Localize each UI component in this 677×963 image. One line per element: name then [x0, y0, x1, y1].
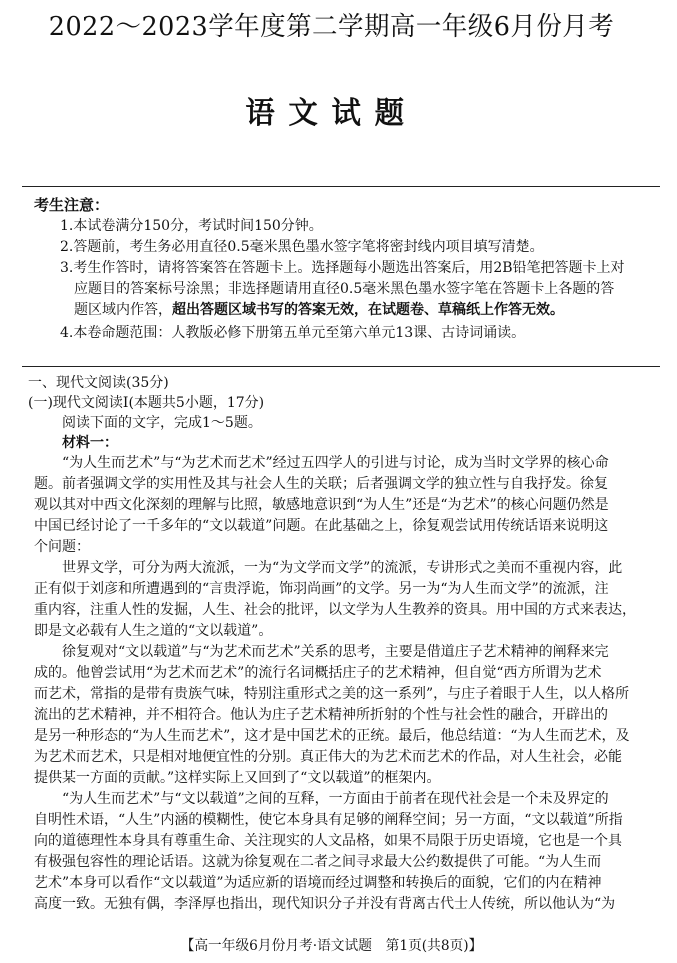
- passage-line: 艺术”本身可以看作“文以载道”为适应新的语境而经过调整和转换后的面貌，它们的内在精神: [34, 875, 602, 891]
- passage-line: 世界文学，可分为两大流派，一为“为文学而文学”的流派，专讲形式之美而不重视内容，此: [62, 560, 623, 576]
- passage-line: 是另一种形态的“为人生而艺术”，这才是中国艺术的正统。最后，他总结道：“为人生而艺术，及: [34, 728, 630, 744]
- notice-item-3-end: [74, 300, 564, 320]
- passage-line: 而艺术，常指的是带有贵族气味，特别注重形式之美的这一系列”，与庄子着眼于人生，以人格所: [34, 686, 630, 702]
- section-title: 一、现代文阅读(35分): [28, 375, 169, 391]
- passage-line: 成的。他曾尝试用“为艺术而艺术”的流行名词概括庄子的艺术精神，但自觉“西方所谓为艺术: [34, 665, 602, 681]
- passage-line: 为艺术而艺术，只是相对地便宜性的分别。真正伟大的为艺术而艺术的作品，对人生社会，必能: [34, 749, 622, 765]
- material-label: 材料一：: [62, 435, 118, 451]
- notice-item-1: 1.本试卷满分150分，考试时间150分钟。: [60, 218, 323, 234]
- passage-line: 自明性术语，“人生”内涵的模糊性，使它本身具有足够的阐释空间；另一方面，“文以载道”所指: [34, 812, 623, 828]
- notice-item-3-tail: 题区域内作答，: [74, 302, 172, 318]
- page-title: 语文试题: [245, 96, 418, 131]
- passage-line: 中国已经讨论了一千多年的“文以载道”问题。在此基础之上，徐复观尝试用传统话语来说明这: [34, 518, 609, 534]
- passage-line: 向的道德理性本身具有尊重生命、关注现实的人文品格，如果不局限于历史语境，它也是一个具: [34, 833, 622, 849]
- passage-line: 个问题：: [34, 539, 90, 555]
- passage-line: 观以其对中西文化深刻的理解与比照，敏感地意识到“为人生”还是“为艺术”的核心问题仍然是: [34, 497, 609, 513]
- passage-line: 提供某一方面的贡献。”这样实际上又回到了“文以载道”的框架内。: [34, 770, 441, 786]
- notice-top-divider: [22, 186, 660, 187]
- passage-line: 高度一致。无独有偶，李泽厚也指出，现代知识分子并没有背离古代士人传统，所以他认为“为: [34, 896, 616, 912]
- notice-bottom-divider: [22, 366, 660, 367]
- passage-line: 徐复观对“文以载道”与“为艺术而艺术”关系的思考，主要是借道庄子艺术精神的阐释来完: [62, 644, 609, 660]
- notice-item-3-cont: 应题目的答案标号涂黑；非选择题请用直径0.5毫米黑色墨水签字笔在答题卡上各题的答: [74, 281, 615, 297]
- page-footer: 【高一年级6月份月考·语文试题 第1页(共8页)】: [180, 938, 483, 954]
- notice-item-4: 4.本卷命题范围：人教版必修下册第五单元至第六单元13课、古诗词诵读。: [60, 325, 526, 341]
- exam-header: 2022～2023学年度第二学期高一年级6月份月考: [48, 12, 615, 42]
- passage-line: 重内容，注重人性的发掘，人生、社会的批评，以文学为人生教养的资具。用中国的方式来表达，: [34, 602, 636, 618]
- notice-item-2: 2.答题前，考生务必用直径0.5毫米黑色墨水签字笔将密封线内项目填写清楚。: [60, 239, 544, 255]
- passage-line: 有极强包容性的理论话语。这就为徐复观在二者之间寻求最大公约数提供了可能。“为人生而: [34, 854, 602, 870]
- passage-line: 即是文必载有人生之道的“文以载道”。: [34, 623, 273, 639]
- notice-heading: 考生注意：: [34, 196, 110, 214]
- passage-line: 题。前者强调文学的实用性及其与社会人生的关联；后者强调文学的独立性与自我抒发。徐复: [34, 476, 608, 492]
- notice-item-3-emphasis: 超出答题区域书写的答案无效，在试题卷、草稿纸上作答无效。: [172, 302, 564, 318]
- notice-item-3: 3.考生作答时，请将答案答在答题卡上。选择题每小题选出答案后，用2B铅笔把答题卡上对: [60, 260, 625, 276]
- passage-line: “为人生而艺术”与“文以载道”之间的互释，一方面由于前者在现代社会是一个未及界定的: [62, 791, 609, 807]
- passage-line: 流出的艺术精神，并不相符合。他认为庄子艺术精神所折射的个性与社会性的融合，开辟出的: [34, 707, 608, 723]
- subsection-title: (一)现代文阅读Ⅰ(本题共5小题，17分): [28, 395, 265, 411]
- passage-line: 正有似于刘彦和所遭遇到的“言贵浮诡，饰羽尚画”的文学。另一为“为人生而文学”的流派，注: [34, 581, 609, 597]
- passage-line: “为人生而艺术”与“为艺术而艺术”经过五四学人的引进与讨论，成为当时文学界的核心命: [62, 455, 609, 471]
- reading-instruction: 阅读下面的文字，完成1～5题。: [62, 415, 262, 431]
